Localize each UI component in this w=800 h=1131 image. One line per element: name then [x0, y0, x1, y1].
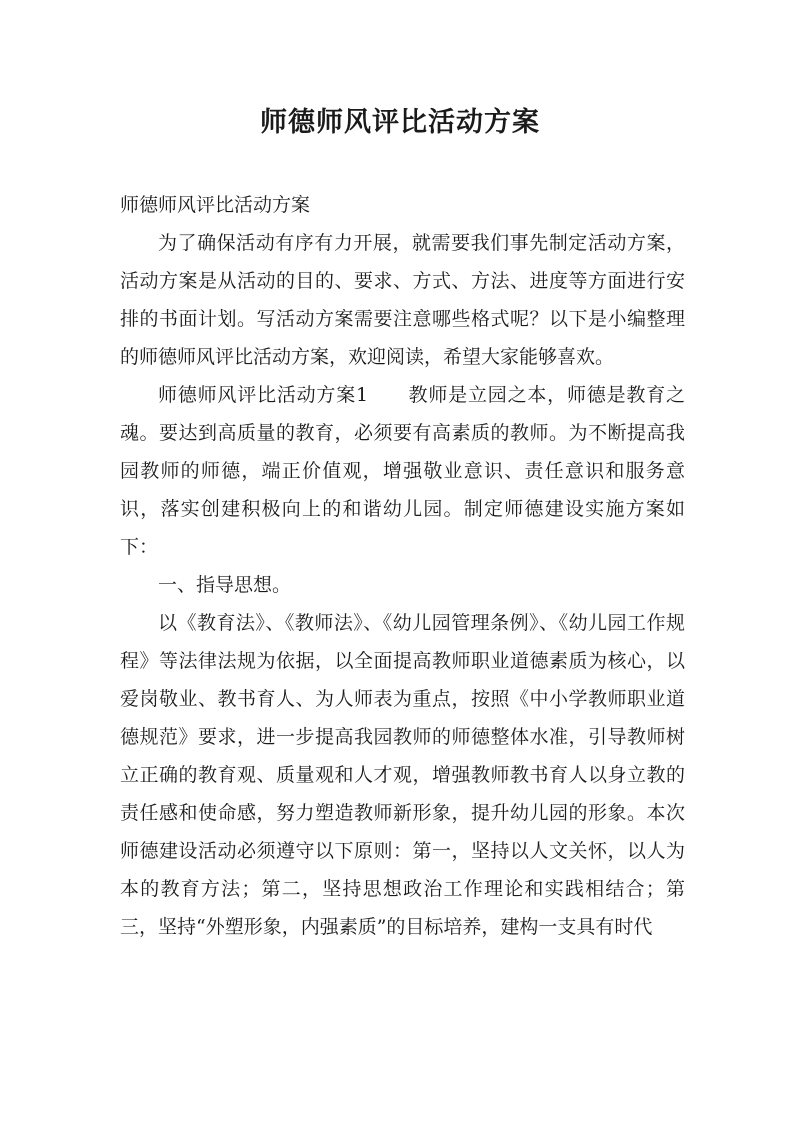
guiding-ideology-paragraph: 以《教育法》、《教师法》、《幼儿园管理条例》、《幼儿园工作规程》等法律法规为依据，以全面提高教师职业道德素质为核心，以爱岗敬业、教书育人、为人师表为重点，按照《中小学教师职业道德规范》要求，进一步提高我园教师的师德整体水准，引导教师树立正确的教育观、质量观和人才观，增强教师教书育人以身立教的责任感和使命感，努力塑造教师新形象，提升幼儿园的形象。本次师德建设活动必须遵守以下原则：第一，坚持以人文关怀，以人为本的教育方法；第二，坚持思想政治工作理论和实践相结合；第三，坚持“外塑形象，内强素质”的目标培养，建构一支具有时代 [120, 612, 685, 938]
plan-1-paragraph: 师德师风评比活动方案1 教师是立园之本，师德是教育之魂。要达到高质量的教育，必须要有高素质的教师。为不断提高我园教师的师德，端正价值观，增强敬业意识、责任意识和服务意识，落实创建积极向上的和谐幼儿园。制定师德建设实施方案如下： [120, 384, 685, 558]
section-heading-guiding-ideology: 一、指导思想。 [158, 574, 292, 596]
document-body [120, 186, 685, 946]
document-subtitle: 师德师风评比活动方案 [120, 194, 311, 216]
document-title: 师德师风评比活动方案 [260, 107, 540, 138]
intro-paragraph: 为了确保活动有序有力开展，就需要我们事先制定活动方案，活动方案是从活动的目的、要求、方式、方法、进度等方面进行安排的书面计划。写活动方案需要注意哪些格式呢？以下是小编整理的师德师风评比活动方案，欢迎阅读，希望大家能够喜欢。 [120, 232, 685, 368]
